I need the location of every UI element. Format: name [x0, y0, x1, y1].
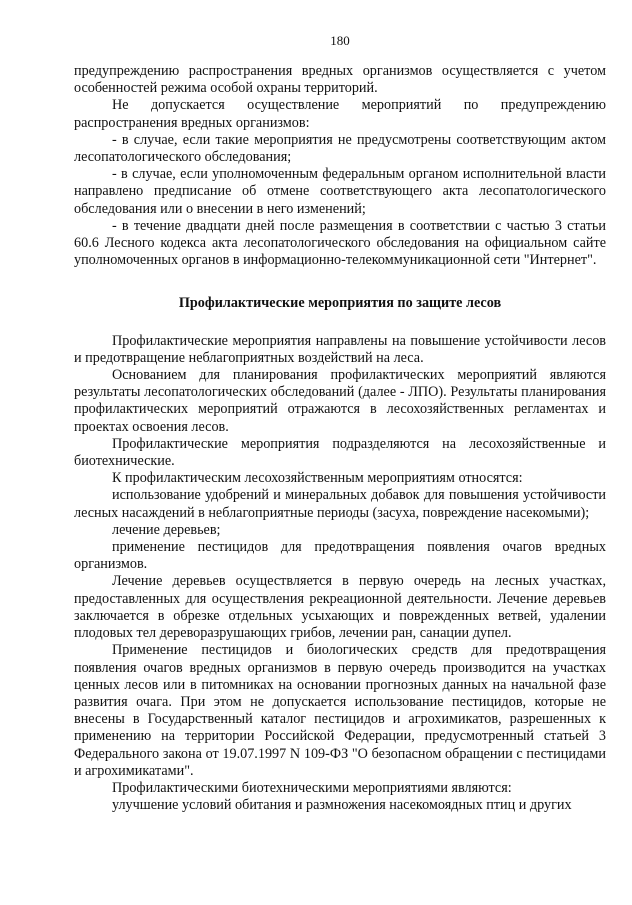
list-item: - в течение двадцати дней после размещения в соответствии с частью 3 статьи 60.6 Лесного кодекса акта лесопатологического обследования на официальном сайте уполномоченных органов в информационно-телекоммуникационной сети "Интернет".: [74, 217, 606, 269]
list-item: применение пестицидов для предотвращения появления очагов вредных организмов.: [74, 539, 606, 573]
list-item: использование удобрений и минеральных добавок для повышения устойчивости лесных насаждений в неблагоприятные периоды (засуха, повреждение насекомыми);: [74, 487, 606, 521]
section-heading: Профилактические мероприятия по защите лесов: [178, 295, 502, 312]
paragraph-continuation: предупреждению распространения вредных организмов осуществляется с учетом особенностей режима особой охраны территорий.: [74, 63, 606, 97]
paragraph: Не допускается осуществление мероприятий по предупреждению распространения вредных организмов:: [74, 97, 606, 131]
paragraph: Лечение деревьев осуществляется в первую очередь на лесных участках, предоставленных для осуществления рекреационной деятельности. Лечение деревьев заключается в обрезке отдельных усыхающих и поврежденных ветвей, удалении плодовых тел дереворазрушающих грибов, лечении ран, санации дупел.: [74, 573, 606, 642]
document-body: [74, 63, 606, 814]
paragraph: К профилактическим лесохозяйственным мероприятиям относятся:: [112, 470, 523, 487]
list-item: улучшение условий обитания и размножения насекомоядных птиц и других: [112, 797, 572, 814]
page-number: 180: [330, 33, 350, 48]
paragraph: Применение пестицидов и биологических средств для предотвращения появления очагов вредных организмов в первую очередь производится на участках ценных лесов или в питомниках на основании прогнозных данных на начальной фазе развития очага. При этом не допускается использование пестицидов, которые не внесены в Государственный каталог пестицидов и агрохимикатов, разрешенных к применению на территории Российской Федерации, предусмотренный статьей 3 Федерального закона от 19.07.1997 N 109-ФЗ "О безопасном обращении с пестицидами и агрохимикатами".: [74, 642, 606, 779]
list-item: лечение деревьев;: [112, 521, 221, 538]
list-item: - в случае, если такие мероприятия не предусмотрены соответствующим актом лесопатологического обследования;: [74, 131, 606, 166]
paragraph: Профилактические мероприятия подразделяются на лесохозяйственные и биотехнические.: [74, 435, 606, 470]
list-item: - в случае, если уполномоченным федеральным органом исполнительной власти направлено предписание об отмене соответствующего акта лесопатологического обследования или о внесении в него изменений;: [74, 166, 606, 217]
paragraph: Профилактическими биотехническими мероприятиями являются:: [112, 779, 512, 796]
paragraph: Профилактические мероприятия направлены на повышение устойчивости лесов и предотвращение неблагоприятных воздействий на леса.: [74, 332, 606, 366]
paragraph: Основанием для планирования профилактических мероприятий являются результаты лесопатологических обследований (далее - ЛПО). Результаты планирования профилактических мероприятий отражаются в лесохозяйственных регламентах и проектах освоения лесов.: [74, 367, 606, 435]
